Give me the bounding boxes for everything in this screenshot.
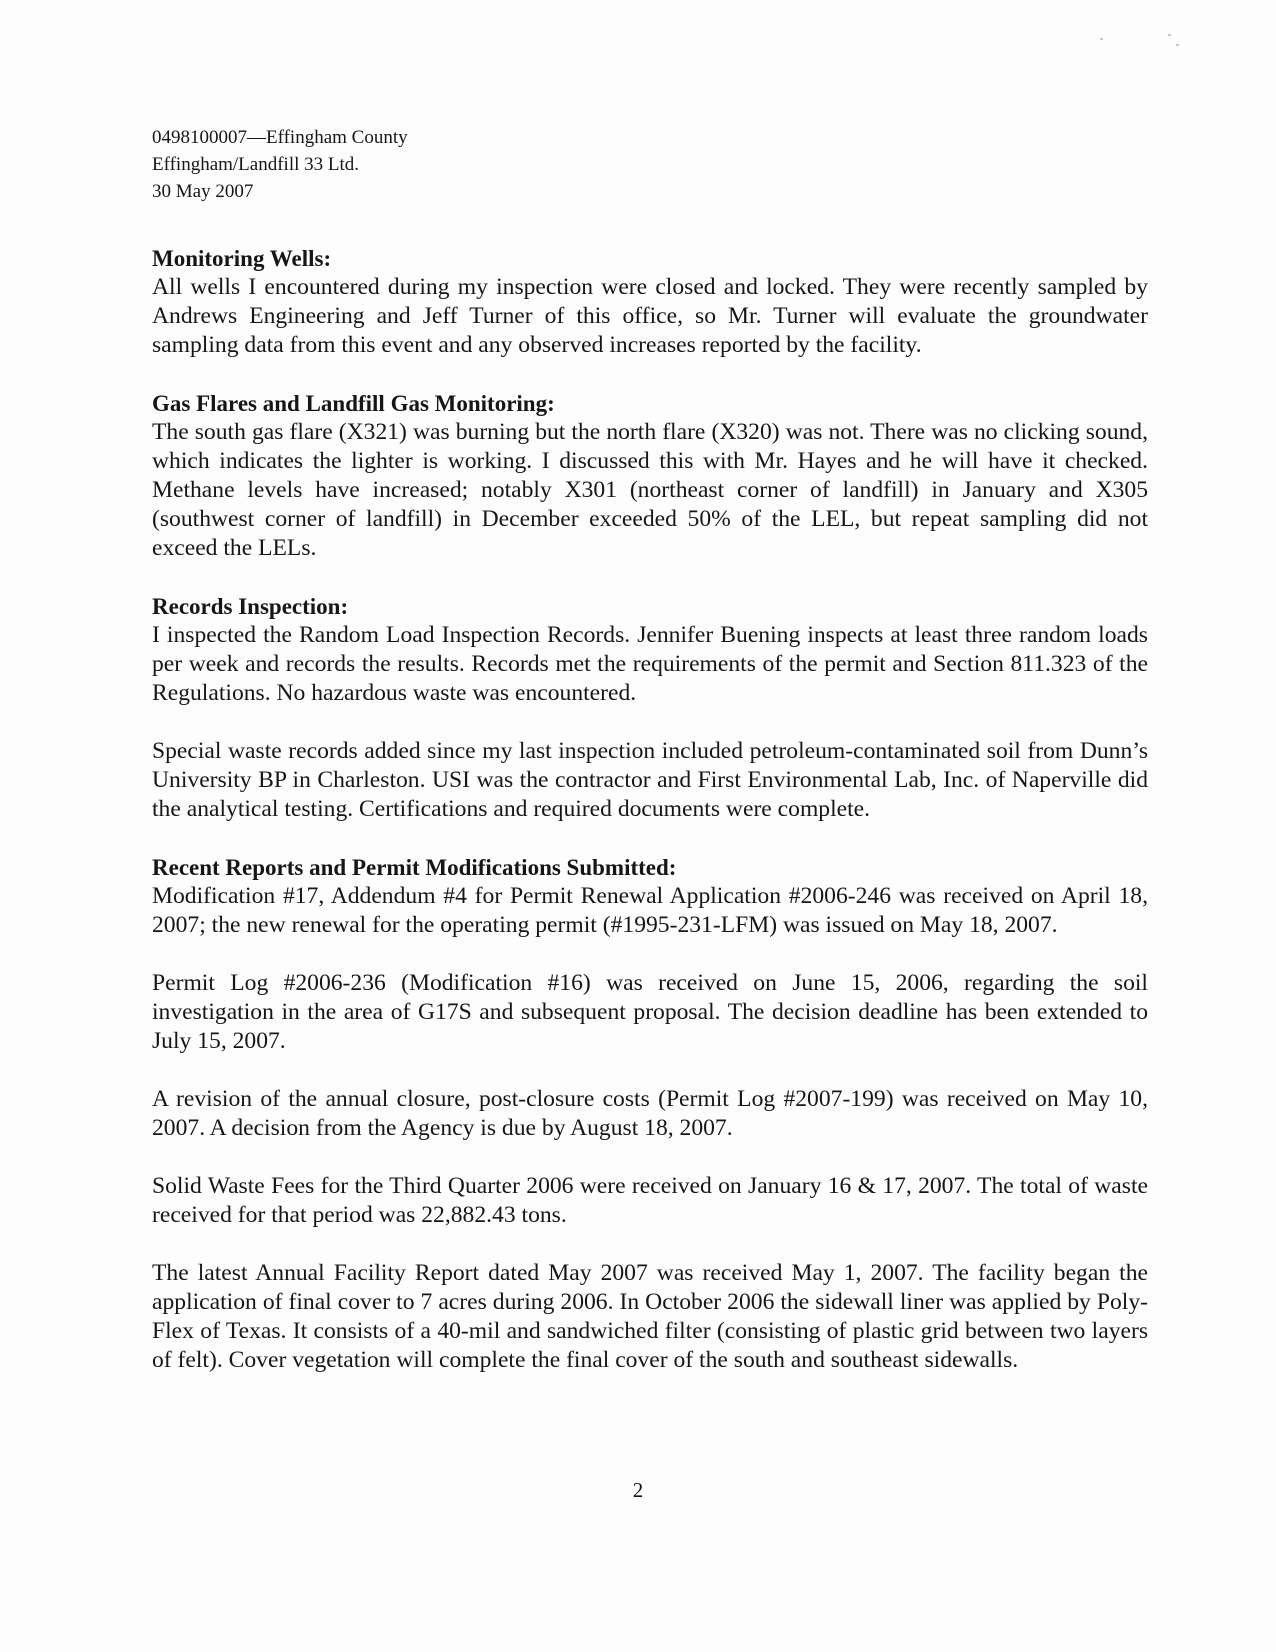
- paragraph: The south gas flare (X321) was burning but the north flare (X320) was not. There was no clicking sound, which indicates the lighter is working. I discussed this with Mr. Hayes and he will have it checked. Methane levels have increased; notably X301 (northeast corner of landfill) in January and X305 (southwest corner of landfill) in December exceeded 50% of the LEL, but repeat sampling did not exceed the LELs.: [152, 419, 1148, 561]
- paragraph: Special waste records added since my last inspection included petroleum-contaminated soil from Dunn’s University BP in Charleston. USI was the contractor and First Environmental Lab, Inc. of Naperville did the analytical testing. Certifications and required documents were complete.: [152, 738, 1148, 822]
- document-header: [152, 124, 408, 205]
- section-records-inspection: [152, 592, 1148, 824]
- facility-id-line: 0498100007—Effingham County: [152, 127, 408, 148]
- paragraph: All wells I encountered during my inspection were closed and locked. They were recently sampled by Andrews Engineering and Jeff Turner of this office, so Mr. Turner will evaluate the groundwater sampling data from this event and any observed increases reported by the facility.: [152, 274, 1148, 358]
- facility-name-line: Effingham/Landfill 33 Ltd.: [152, 154, 360, 175]
- paragraph: A revision of the annual closure, post-closure costs (Permit Log #2007-199) was received on May 10, 2007. A decision from the Agency is due by August 18, 2007.: [152, 1086, 1148, 1141]
- section-monitoring-wells: [152, 244, 1148, 360]
- section-gas-flares: [152, 389, 1148, 563]
- paragraph: Modification #17, Addendum #4 for Permit Renewal Application #2006-246 was received on April 18, 2007; the new renewal for the operating permit (#1995-231-LFM) was issued on May 18, 2007.: [152, 883, 1148, 938]
- scan-speck: [1100, 38, 1103, 40]
- section-recent-reports: [152, 853, 1148, 1375]
- section-heading: Monitoring Wells:: [152, 246, 332, 271]
- section-heading: Recent Reports and Permit Modifications Submitted:: [152, 855, 677, 880]
- paragraph: The latest Annual Facility Report dated May 2007 was received May 1, 2007. The facility began the application of final cover to 7 acres during 2006. In October 2006 the sidewall liner was applied by Poly-Flex of Texas. It consists of a 40-mil and sandwiched filter (consisting of plastic grid between two layers of felt). Cover vegetation will complete the final cover of the south and southeast sidewalls.: [152, 1260, 1148, 1373]
- scan-speck: [1168, 34, 1171, 36]
- scan-speck: [1176, 44, 1179, 46]
- section-heading: Records Inspection:: [152, 594, 349, 619]
- page-number: 2: [632, 1478, 644, 1502]
- paragraph: Permit Log #2006-236 (Modification #16) was received on June 15, 2006, regarding the soil investigation in the area of G17S and subsequent proposal. The decision deadline has been extended to July 15, 2007.: [152, 970, 1148, 1054]
- paragraph: Solid Waste Fees for the Third Quarter 2006 were received on January 16 & 17, 2007. The total of waste received for that period was 22,882.43 tons.: [152, 1173, 1148, 1228]
- section-heading: Gas Flares and Landfill Gas Monitoring:: [152, 391, 555, 416]
- paragraph: I inspected the Random Load Inspection Records. Jennifer Buening inspects at least three random loads per week and records the results. Records met the requirements of the permit and Section 811.323 of the Regulations. No hazardous waste was encountered.: [152, 622, 1148, 706]
- document-date-line: 30 May 2007: [152, 181, 254, 202]
- document-body: [152, 244, 1148, 1404]
